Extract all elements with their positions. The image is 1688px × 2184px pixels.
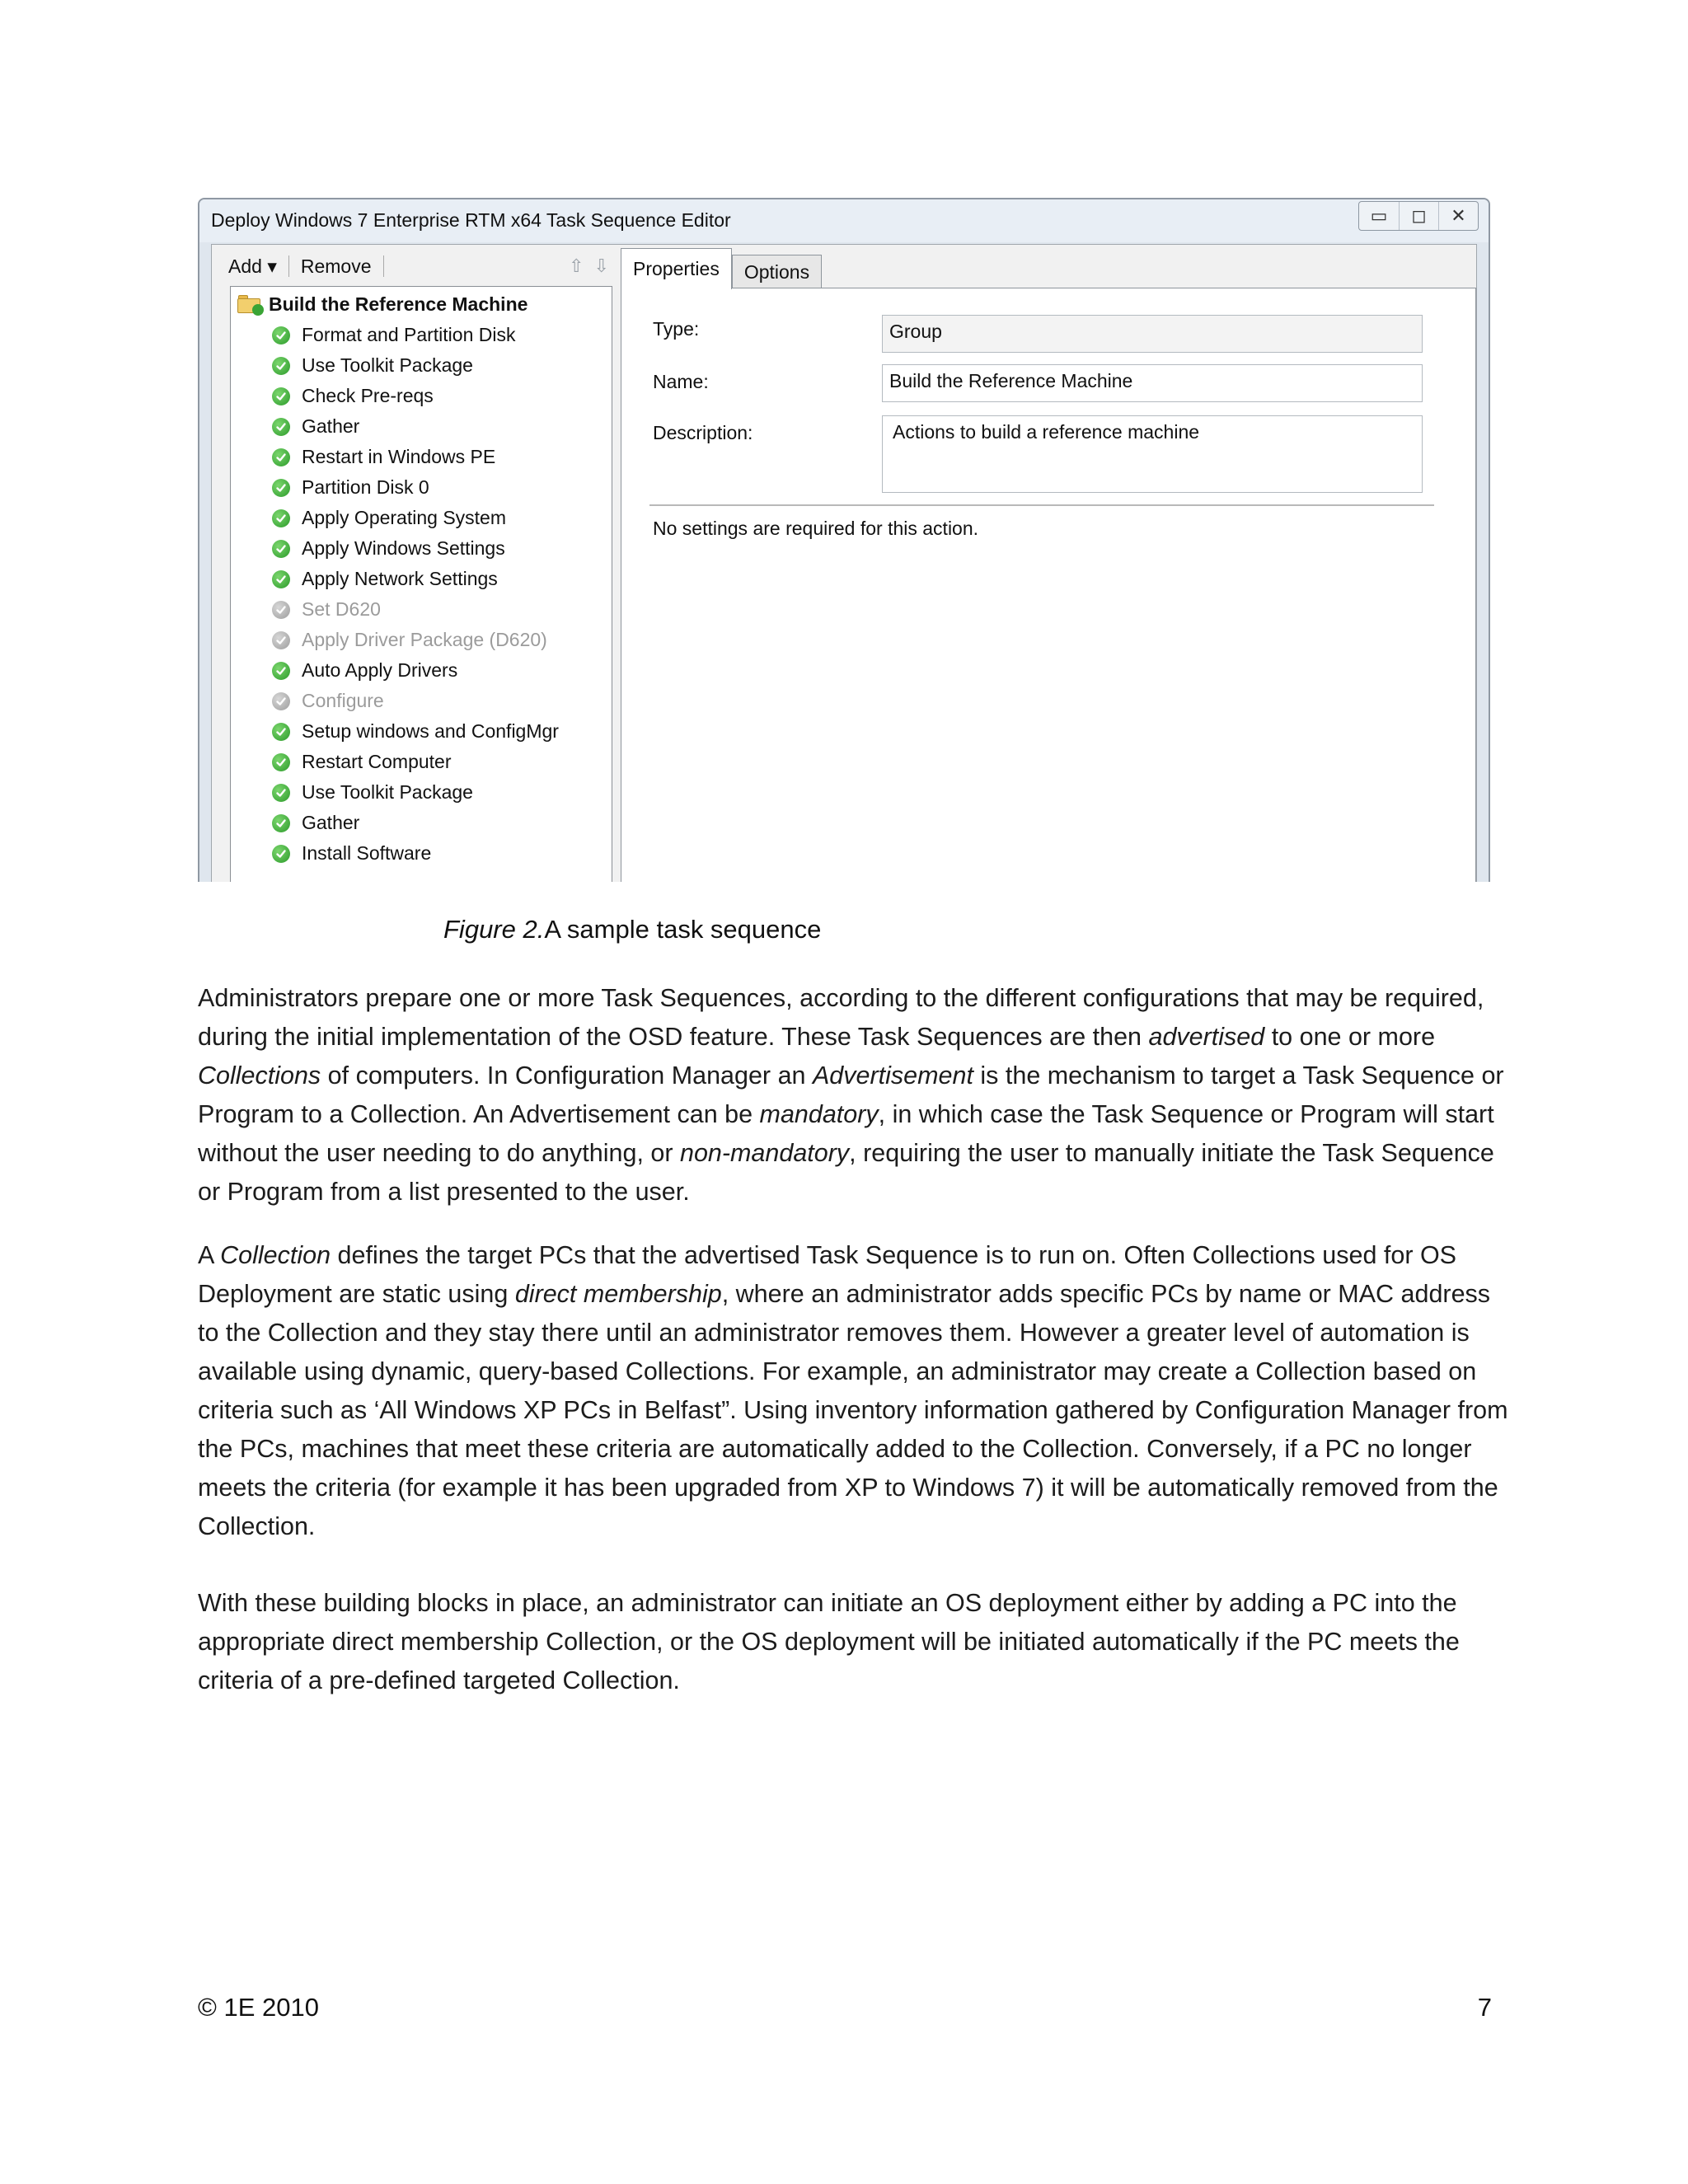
tree-step-label: Auto Apply Drivers: [302, 659, 458, 681]
tree-step-label: Check Pre-reqs: [302, 385, 434, 406]
description-field[interactable]: Actions to build a reference machine: [882, 415, 1423, 493]
emphasis: Collection: [220, 1241, 331, 1269]
add-label: Add: [228, 255, 262, 277]
tree-step[interactable]: [272, 381, 559, 411]
tree-step[interactable]: [272, 655, 559, 686]
text-run: to one or more: [1264, 1023, 1436, 1051]
emphasis: advertised: [1148, 1023, 1265, 1051]
text-run: , in which case the Task Sequence or Program will start without the user needing to do anything, or: [198, 1100, 1494, 1167]
paragraph-collections: [198, 1236, 1517, 1546]
tab-properties[interactable]: Properties: [621, 248, 732, 289]
tree-step[interactable]: [272, 533, 559, 564]
tree-step[interactable]: [272, 625, 559, 655]
tree-step[interactable]: [272, 564, 559, 594]
chevron-down-icon: ▾: [267, 255, 277, 277]
paragraph-building-blocks: With these building blocks in place, an administrator can initiate an OS deployment either by adding a PC into the appropriate direct membership Collection, or the OS deployment will be initiated automatically if the PC meets the criteria of a pre-defined targeted Collection.: [198, 1589, 1460, 1694]
emphasis: Collections: [198, 1062, 321, 1090]
step-disabled-icon: [272, 601, 290, 619]
minimize-button[interactable]: [1359, 202, 1399, 230]
close-button[interactable]: [1438, 202, 1478, 230]
description-label: Description:: [653, 422, 753, 443]
step-success-icon: [272, 357, 290, 375]
tree-step-label: Gather: [302, 812, 360, 833]
tab-strip: [621, 245, 822, 289]
tree-step-label: Use Toolkit Package: [302, 354, 473, 376]
text-run: is the mechanism to target a Task Sequence or Program to a Collection. An Advertisement can be: [198, 1062, 1504, 1128]
tree-step-label: Setup windows and ConfigMgr: [302, 720, 559, 742]
tree-step-label: Gather: [302, 415, 360, 437]
maximize-icon: ◻: [1411, 205, 1427, 226]
task-sequence-tree[interactable]: [230, 286, 612, 882]
move-up-icon[interactable]: ⇧: [569, 255, 584, 276]
text-run: A: [198, 1241, 221, 1269]
tree-step-list: [272, 320, 559, 869]
step-success-icon: [272, 448, 290, 466]
figure-caption: [443, 915, 821, 944]
page-number: 7: [1477, 1993, 1492, 2022]
step-success-icon: [272, 662, 290, 680]
settings-note: No settings are required for this action.: [653, 518, 979, 539]
tree-step[interactable]: [272, 838, 559, 869]
emphasis: mandatory: [759, 1100, 879, 1128]
tree-step-label: Apply Driver Package (D620): [302, 629, 547, 650]
tree-step[interactable]: [272, 503, 559, 533]
type-field: Group: [882, 315, 1423, 353]
step-success-icon: [272, 418, 290, 436]
step-success-icon: [272, 540, 290, 558]
step-disabled-icon: [272, 692, 290, 710]
window-controls: [1358, 201, 1479, 231]
tree-step-label: Use Toolkit Package: [302, 781, 473, 803]
tree-step-label: Partition Disk 0: [302, 476, 429, 498]
text-run: , where an administrator adds specific PCs by name or MAC address to the Collection and they stay there until an administrator removes them. However a greater level of automation is available using dynamic, query-based Collections. For example, an administrator may create a Collection based on criteria such as ‘All Windows XP PCs in Belfast”. Using inventory information gathered by Configuration Manager from the PCs, machines that meet these criteria are automatically added to the Collection. Conversely, if a PC no longer meets the criteria (for example it has been upgraded from XP to Windows 7) it will be automatically removed from the Collection.: [198, 1280, 1508, 1540]
text-run: of computers. In Configuration Manager an: [321, 1062, 813, 1090]
tree-step[interactable]: [272, 442, 559, 472]
step-success-icon: [272, 753, 290, 771]
tree-step-label: Install Software: [302, 842, 432, 864]
toolbar-divider: [383, 255, 384, 277]
tree-step[interactable]: [272, 472, 559, 503]
tree-step-label: Restart Computer: [302, 751, 452, 772]
text-run: defines the target PCs that the advertised Task Sequence is to run on. Often Collections used for OS Deployment are static using: [198, 1241, 1457, 1308]
tree-step-label: Set D620: [302, 598, 381, 620]
folder-icon: [237, 295, 260, 313]
minimize-icon: ▭: [1370, 205, 1388, 226]
name-field[interactable]: Build the Reference Machine: [882, 364, 1423, 402]
tab-options[interactable]: Options: [732, 255, 822, 289]
step-success-icon: [272, 570, 290, 588]
tree-step-label: Apply Windows Settings: [302, 537, 505, 559]
editor-client-area: [211, 244, 1477, 882]
emphasis: direct membership: [514, 1280, 722, 1308]
close-icon: ✕: [1451, 205, 1466, 226]
tree-step[interactable]: [272, 808, 559, 838]
add-button[interactable]: [222, 255, 284, 278]
tree-step[interactable]: [272, 686, 559, 716]
tree-step[interactable]: [272, 594, 559, 625]
step-success-icon: [272, 814, 290, 832]
tree-step-label: Apply Operating System: [302, 507, 507, 528]
toolbar-divider: [288, 255, 289, 277]
figure-caption-text: A sample task sequence: [544, 915, 822, 944]
tree-step[interactable]: [272, 350, 559, 381]
tree-step-label: Format and Partition Disk: [302, 324, 516, 345]
step-success-icon: [272, 326, 290, 344]
emphasis: Advertisement: [812, 1062, 973, 1090]
figure-number: Figure 2.: [443, 915, 545, 944]
text-run: , requiring the user to manually initiate the Task Sequence or Program from a list presented to the user.: [198, 1139, 1494, 1206]
remove-button[interactable]: Remove: [300, 255, 372, 277]
toolbar: [222, 250, 609, 283]
step-success-icon: [272, 479, 290, 497]
step-disabled-icon: [272, 631, 290, 649]
footer-copyright: © 1E 2010: [198, 1993, 319, 2022]
paragraph-advertisements: [198, 979, 1517, 1212]
tree-step-label: Configure: [302, 690, 384, 711]
properties-divider: [649, 504, 1434, 507]
step-success-icon: [272, 723, 290, 741]
name-label: Name:: [653, 371, 709, 392]
step-success-icon: [272, 845, 290, 863]
tree-step[interactable]: [272, 716, 559, 747]
task-sequence-editor-window: [198, 198, 1490, 882]
title-bar: [199, 199, 1489, 242]
tree-step-label: Apply Network Settings: [302, 568, 498, 589]
move-down-icon[interactable]: ⇩: [593, 255, 609, 276]
tree-step[interactable]: [272, 777, 559, 808]
tree-step-label: Restart in Windows PE: [302, 446, 496, 467]
type-label: Type:: [653, 318, 700, 340]
properties-panel: [621, 288, 1476, 882]
tree-step[interactable]: [272, 411, 559, 442]
emphasis: non-mandatory: [679, 1139, 850, 1167]
step-success-icon: [272, 784, 290, 802]
window-title: Deploy Windows 7 Enterprise RTM x64 Task Sequence Editor: [211, 209, 731, 231]
tree-root-group[interactable]: [237, 290, 528, 318]
maximize-button[interactable]: [1399, 202, 1438, 230]
toolbar-icons: [569, 255, 609, 277]
tree-step[interactable]: [272, 320, 559, 350]
tree-step[interactable]: [272, 747, 559, 777]
text-run: Administrators prepare one or more Task Sequences, according to the different configurations that may be required, during the initial implementation of the OSD feature. These Task Sequences are then: [198, 984, 1484, 1051]
step-success-icon: [272, 387, 290, 405]
step-success-icon: [272, 509, 290, 527]
tree-root-label: Build the Reference Machine: [269, 293, 528, 315]
